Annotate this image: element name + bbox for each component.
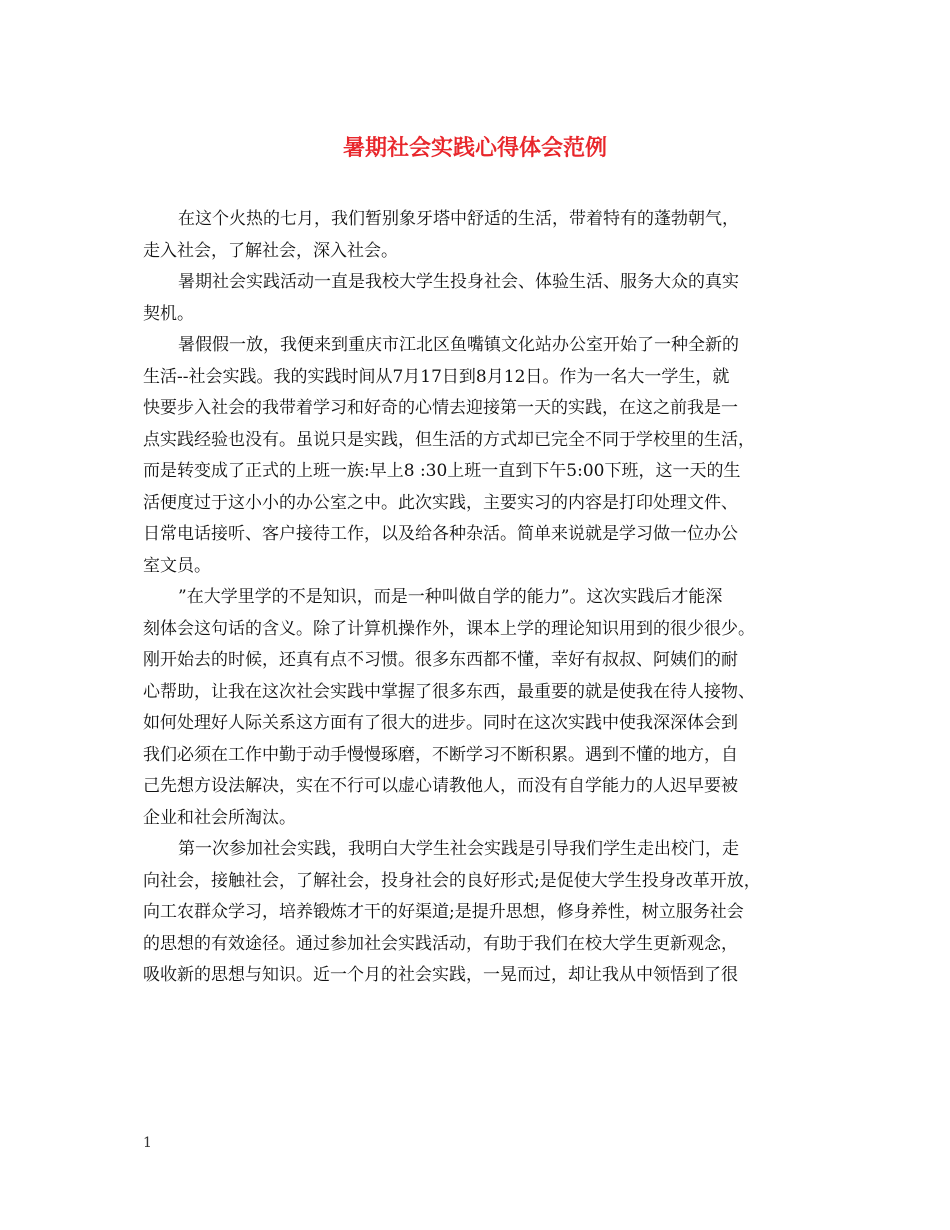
document-body bbox=[143, 204, 820, 992]
document-title: 暑期社会实践心得体会范例 bbox=[342, 135, 607, 161]
text-line: 走入社会，了解社会，深入社会。 bbox=[143, 240, 398, 261]
text-line: 吸收新的思想与知识。近一个月的社会实践，一晃而过，却让我从中领悟到了很 bbox=[143, 965, 738, 985]
text-line: 企业和社会所淘汰。 bbox=[143, 807, 296, 828]
paragraph bbox=[143, 204, 820, 267]
text-line: ”在大学里学的不是知识，而是一种叫做自学的能力”。这次实践后才能深 bbox=[178, 587, 723, 607]
text-line: 心帮助，让我在这次社会实践中掌握了很多东西，最重要的就是使我在待人接物、 bbox=[143, 681, 755, 702]
paragraph bbox=[143, 834, 820, 992]
text-line: 快要步入社会的我带着学习和好奇的心情去迎接第一天的实践，在这之前我是一 bbox=[143, 398, 738, 418]
text-line: 如何处理好人际关系这方面有了很大的进步。同时在这次实践中使我深深体会到 bbox=[143, 713, 738, 733]
text-line: 刻体会这句话的含义。除了计算机操作外，课本上学的理论知识用到的很少很少。 bbox=[143, 618, 755, 639]
text-line: 第一次参加社会实践，我明白大学生社会实践是引导我们学生走出校门，走 bbox=[178, 839, 739, 859]
text-line: 我们必须在工作中勤于动手慢慢琢磨，不断学习不断积累。遇到不懂的地方，自 bbox=[143, 744, 738, 765]
page-number: 1 bbox=[143, 1135, 152, 1151]
text-line: 日常电话接听、客户接待工作，以及给各种杂活。简单来说就是学习做一位办公 bbox=[143, 524, 738, 544]
text-line: 的思想的有效途径。通过参加社会实践活动，有助于我们在校大学生更新观念， bbox=[143, 933, 738, 954]
text-line: 向社会，接触社会，了解社会，投身社会的良好形式;是促使大学生投身改革开放， bbox=[143, 870, 761, 891]
text-line: 契机。 bbox=[143, 303, 194, 324]
paragraph bbox=[143, 330, 820, 582]
text-line: 刚开始去的时候，还真有点不习惯。很多东西都不懂，幸好有叔叔、阿姨们的耐 bbox=[143, 650, 738, 670]
text-line: 在这个火热的七月，我们暂别象牙塔中舒适的生活，带着特有的蓬勃朝气， bbox=[178, 209, 739, 229]
text-line: 室文员。 bbox=[143, 555, 211, 576]
paragraph bbox=[143, 267, 820, 330]
text-line: 活便度过于这小小的办公室之中。此次实践，主要实习的内容是打印处理文件、 bbox=[143, 492, 738, 513]
text-line: 点实践经验也没有。虽说只是实践，但生活的方式却已完全不同于学校里的生活， bbox=[143, 429, 755, 450]
text-line: 而是转变成了正式的上班一族:早上8 :30上班一直到下午5:00下班，这一天的生 bbox=[143, 461, 741, 481]
text-line: 己先想方设法解决，实在不行可以虚心请教他人，而没有自学能力的人迟早要被 bbox=[143, 776, 738, 796]
text-line: 向工农群众学习，培养锻炼才干的好渠道;是提升思想，修身养性，树立服务社会 bbox=[143, 902, 744, 922]
text-line: 暑假假一放，我便来到重庆市江北区鱼嘴镇文化站办公室开始了一种全新的 bbox=[178, 335, 739, 355]
text-line: 暑期社会实践活动一直是我校大学生投身社会、体验生活、服务大众的真实 bbox=[178, 272, 739, 292]
text-line: 生活--社会实践。我的实践时间从7月17日到8月12日。作为一名大一学生，就 bbox=[143, 366, 730, 387]
paragraph bbox=[143, 582, 820, 834]
